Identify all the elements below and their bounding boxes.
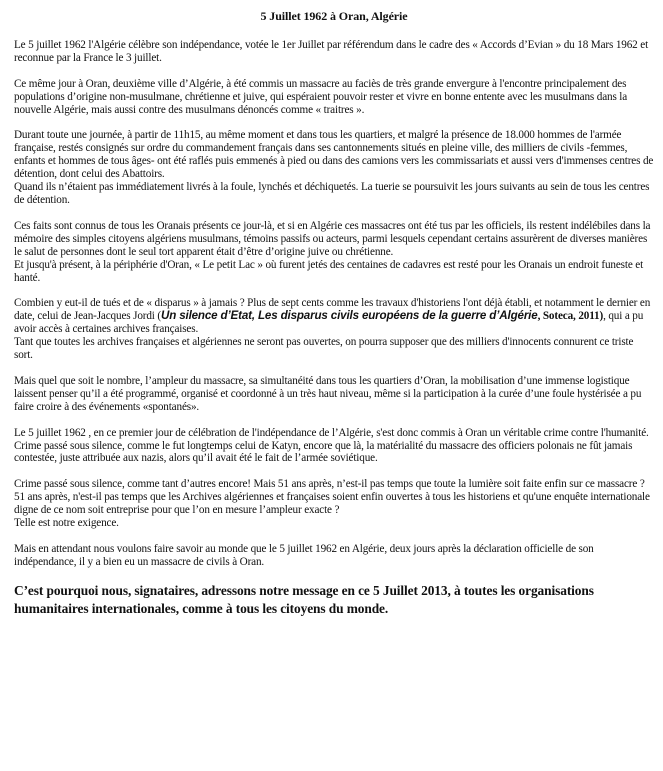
document-title: 5 Juillet 1962 à Oran, Algérie	[260, 9, 408, 23]
paragraph-8	[14, 478, 654, 530]
book-publisher: , Soteca, 2011)	[537, 310, 604, 323]
paragraph-4-part-b: Et jusqu'à présent, à la périphérie d'Oran, « Le petit Lac » où furent jetés des centaines de cadavres est resté pour les Oranais un endroit funeste et hanté.	[14, 258, 644, 284]
paragraph-3-part-a: Durant toute une journée, à partir de 11h15, au même moment et dans tous les quartiers, et malgré la présence de 18.000 hommes de l'armée française, restés consignés sur ordre du commandement français dans ses cantonnements situés en pleine ville, des milliers de civils -femmes, enfants et hommes de tous âges- ont été raflés puis emmenés à pied ou dans des camions vers les commissariats et aussi vers d'immenses centres de détention, dont celui des Abattoirs.	[14, 129, 654, 181]
paragraph-2: Ce même jour à Oran, deuxième ville d’Algérie, à été commis un massacre au faciès de très grande envergure à l'encontre principalement des populations d’origine non-musulmane, chrétienne et juive, qui espéraient pouvoir rester et vivre en bonne entente avec les musulmans dans la nouvelle Algérie, mais aussi contre des musulmans dénoncés comme « traitres ».	[14, 77, 628, 116]
paragraph-6: Mais quel que soit le nombre, l’ampleur du massacre, sa simultanéité dans tous les quartiers d’Oran, la mobilisation d’une immense logistique laissent penser qu’il a été programmé, organisé et coordonné à un très haut niveau, même si la participation à la curée d’une foule hystérisée a pu faire croire à des événements «spontanés».	[14, 374, 642, 413]
paragraph-9: Mais en attendant nous voulons faire savoir au monde que le 5 juillet 1962 en Algérie, deux jours après la déclaration officielle de son indépendance, il y a bien eu un massacre de civils à Oran.	[14, 543, 594, 568]
book-title: Un silence d’Etat, Les disparus civils européens de la guerre d’Algérie	[160, 309, 538, 323]
paragraph-5-intro: Combien y eut-il de tués et de « disparus » à jamais ? Plus de sept cents comme les travaux d'historiens l'ont déjà établi, et notamment le dernier en date, celui de Jean-Jacques Jordi (	[14, 297, 651, 323]
paragraph-5	[14, 297, 654, 362]
paragraph-3	[14, 129, 654, 206]
paragraph-4	[14, 220, 654, 285]
paragraph-4-part-a: Ces faits sont connus de tous les Oranais présents ce jour-là, et si en Algérie ces massacres ont été tus par les officiels, ils restent indélébiles dans la mémoire des simples citoyens algériens musulmans, témoins passifs ou acteurs, parmi lesquels cependant certains assurèrent de diverses manières le salut de personnes dont le seul tort apparent était d’être d’origine juive ou chrétienne.	[14, 219, 651, 258]
paragraph-3-part-b: Quand ils n’étaient pas immédiatement livrés à la foule, lynchés et déchiquetés. La tuerie se poursuivit les jours suivants au sein de tous les centres de détention.	[14, 181, 650, 206]
closing-statement: C’est pourquoi nous, signataires, adressons notre message en ce 5 Juillet 2013, à toutes les organisations humanitaires internationales, comme à tous les citoyens du monde.	[14, 582, 594, 616]
paragraph-8-part-b: Telle est notre exigence.	[14, 517, 119, 530]
paragraph-5-part-b: Tant que toutes les archives françaises et algériennes ne seront pas ouvertes, on pourra supposer que des milliers d'innocents connurent ce triste sort.	[14, 336, 634, 362]
paragraph-8-part-a: Crime passé sous silence, comme tant d’autres encore! Mais 51 ans après, n’est-il pas temps que toute la lumière soit faite enfin sur ce massacre ? 51 ans après, n'est-il pas temps que les Archives algériennes et françaises soient enfin ouvertes à tous les historiens et qu'une enquête internationale digne de ce nom soit entreprise pour que l’on en mesure l’ampleur exacte ?	[14, 478, 650, 517]
paragraph-5-end: , qui a pu avoir accès à certaines archives françaises.	[14, 310, 644, 336]
document-page	[14, 0, 654, 618]
paragraph-1: Le 5 juillet 1962 l'Algérie célèbre son indépendance, votée le 1er Juillet par référendum dans le cadre des « Accords d’Evian » du 18 Mars 1962 et reconnue par la France le 3 juillet.	[14, 38, 649, 64]
paragraph-7: Le 5 juillet 1962 , en ce premier jour de célébration de l'indépendance de l’Algérie, s'est donc commis à Oran un véritable crime contre l'humanité. Crime passé sous silence, comme le fut longtemps celui de Katyn, encore que là, la matérialité du massacre des officiers polonais ne fût jamais contestée, juste attribuée aux nazis, alors qu’il avait été le fait de l’armée soviétique.	[14, 426, 649, 465]
